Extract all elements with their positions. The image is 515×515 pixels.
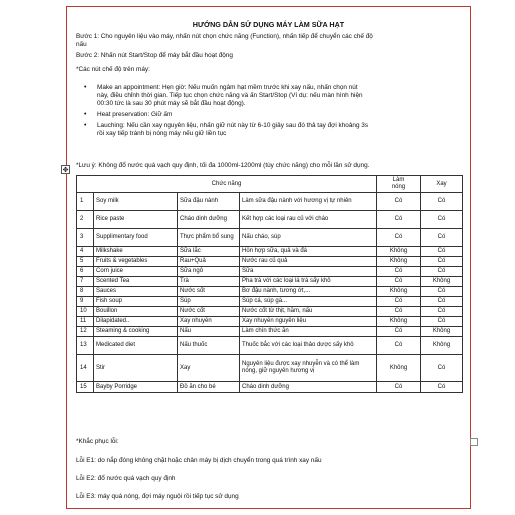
row-number: 3 [77,229,94,247]
row-number: 5 [77,257,94,267]
table-header-row [77,176,463,193]
row-heating: Có [377,277,421,287]
mode-text: này, điều chỉnh thời gian. Tiếp tục chọn chức năng và ấn Start/Stop (Ví dụ: nếu màn hình hiện [97,92,363,99]
row-description: Sữa [240,267,377,277]
row-function-vn: Thực phẩm bổ sung [178,229,240,247]
row-description: Súp cá, súp gà... [240,297,377,307]
row-heating: Có [377,297,421,307]
table-row [77,337,463,355]
table-row [77,297,463,307]
row-description: Cháo dinh dưỡng [240,382,377,393]
row-description: Nước cốt từ thịt, hầm, nấu [240,307,377,317]
row-function-en: Scented Tea [94,277,178,287]
row-function-en: Dilapidated.. [94,317,178,327]
row-heating: Có [377,382,421,393]
row-number: 14 [77,355,94,382]
row-description: Kết hợp các loại rau củ với cháo [240,211,377,229]
row-number: 4 [77,247,94,257]
row-blending: Có [421,355,463,382]
row-function-vn: Nấu thuốc [178,337,240,355]
row-heating: Không [377,247,421,257]
row-blending: Không [421,327,463,337]
row-function-en: Bouillon [94,307,178,317]
table-row [77,287,463,297]
row-number: 11 [77,317,94,327]
document-title: HƯỚNG DẪN SỬ DỤNG MÁY LÀM SỮA HẠT [192,20,345,29]
move-arrows-icon[interactable]: ✥ [62,167,69,174]
header-function: Chức năng [77,176,377,193]
row-heating: Không [377,257,421,267]
table-row [77,211,463,229]
header-hot [377,176,421,193]
row-function-en: Sauces [94,287,178,297]
row-function-vn: Nước sốt [178,287,240,297]
row-function-vn: Súp [178,297,240,307]
row-blending: Có [421,382,463,393]
row-blending: Có [421,267,463,277]
row-function-vn: Trà [178,277,240,287]
mode-text: • Lauching: Nếu cần xay nguyên liệu, nhấn giữ nút này từ 6-10 giây sau đó thả tay đợi khoảng 3s [97,122,369,129]
row-number: 6 [77,267,94,277]
row-function-vn: Sữa ngô [178,267,240,277]
table-body [77,193,463,393]
row-blending: Có [421,317,463,327]
row-number: 10 [77,307,94,317]
note-line: *Lưu ý: Không đổ nước quá vạch quy định, tối đa 1000ml-1200ml (tùy chức năng) cho mỗi lần sử dụng. [76,162,370,169]
row-function-vn: Nấu [178,327,240,337]
row-function-en: Stir [94,355,178,382]
row-blending: Có [421,247,463,257]
mode-text: • Make an appointment: Hẹn giờ: Nếu muốn ngâm hạt mềm trước khi xay nấu, nhấn chọn nút [97,84,358,91]
row-number: 7 [77,277,94,287]
row-heating: Không [377,317,421,327]
row-function-en: Soy milk [94,193,178,211]
modes-heading: *Các nút chế độ trên máy: [76,66,150,73]
row-description: Làm sữa đậu nành với hương vị tự nhiên [240,193,377,211]
row-description: Bơ đậu nành, tương ớt,... [240,287,377,297]
row-heating: Có [377,307,421,317]
table-row [77,267,463,277]
row-number: 2 [77,211,94,229]
mode-text: • Heat preservation: Giữ ấm [97,111,173,118]
table-row [77,229,463,247]
row-description: Xay nhuyễn nguyên liệu [240,317,377,327]
row-description: Hỗn hợp sữa, quả và đá [240,247,377,257]
error-e1: Lỗi E1: do nắp đóng không chặt hoặc chân máy bị dịch chuyển trong quá trình xay nấu [76,457,322,464]
table-row [77,247,463,257]
row-blending: Có [421,307,463,317]
row-function-vn: Cháo dinh dưỡng [178,211,240,229]
header-blend: Xay [421,176,463,193]
row-description: Nấu cháo, súp [240,229,377,247]
row-function-vn: Nước cốt [178,307,240,317]
row-function-vn: Rau+Quả [178,257,240,267]
table-row [77,382,463,393]
table-row [77,193,463,211]
row-function-vn: Đồ ăn cho bé [178,382,240,393]
row-function-vn: Sữa lắc [178,247,240,257]
mode-text: rồi xay tiếp tránh bị nóng máy nếu giữ liền tục [97,130,227,137]
row-heating: Có [377,229,421,247]
step-2: Bước 2: Nhấn nút Start/Stop để máy bắt đầu hoạt động [76,52,233,59]
row-blending: Có [421,211,463,229]
row-heating: Có [377,337,421,355]
row-blending: Không [421,277,463,287]
mode-text: 00:30 tức là sau 30 phút máy sẽ bắt đầu hoạt động). [97,100,246,107]
header-hot-line-1: Làm [392,177,405,183]
table-row [77,307,463,317]
row-number: 12 [77,327,94,337]
document-page [62,6,471,509]
table-row [77,317,463,327]
row-description: Nước rau củ quả [240,257,377,267]
row-number: 13 [77,337,94,355]
fix-heading: *Khắc phục lỗi: [76,438,119,445]
row-number: 15 [77,382,94,393]
row-function-en: Corn juice [94,267,178,277]
row-blending: Có [421,257,463,267]
row-function-vn: Xay [178,355,240,382]
mode-item-launching [79,122,449,138]
mode-item-appointment [79,84,449,108]
row-function-en: Milkshake [94,247,178,257]
row-number: 1 [77,193,94,211]
row-blending: Có [421,297,463,307]
error-e2: Lỗi E2: đổ nước quá vạch quy định [76,475,176,482]
table-row [77,327,463,337]
row-number: 8 [77,287,94,297]
row-number: 9 [77,297,94,307]
row-heating: Có [377,327,421,337]
row-blending: Có [421,193,463,211]
function-table [76,175,463,393]
table-row [77,355,463,382]
modes-list [79,84,449,141]
row-heating: Có [377,211,421,229]
step-1-line-1: Bước 1: Cho nguyên liệu vào máy, nhấn nút chọn chức năng (Function), nhấn tiếp để chuyển các chế độ [76,33,373,40]
mode-item-heat-preservation [79,111,449,119]
row-function-en: Fruits & vegetables [94,257,178,267]
row-function-vn: Sữa đậu nành [178,193,240,211]
row-heating: Có [377,267,421,277]
row-function-en: Supplimentary food [94,229,178,247]
table-row [77,277,463,287]
row-function-en: Steaming & cooking [94,327,178,337]
error-e3: Lỗi E3: máy quá nóng, đợi máy nguội rồi tiếp tục sử dụng [76,493,239,500]
row-heating: Không [377,287,421,297]
row-function-en: Fish soup [94,297,178,307]
row-function-vn: Xay nhuyễn [178,317,240,327]
row-blending: Có [421,229,463,247]
row-function-en: Rice paste [94,211,178,229]
header-hot-line-2: nóng [391,184,406,190]
row-heating: Không [377,355,421,382]
resize-square-icon[interactable] [470,438,478,446]
row-heating: Có [377,193,421,211]
row-function-en: Medicated diet [94,337,178,355]
step-1-line-2: nấu [76,41,87,48]
row-blending: Có [421,287,463,297]
table-row [77,257,463,267]
row-description: Thuốc bắc với các loại thảo dược sấy khô [240,337,377,355]
row-function-en: Bayby Porridge [94,382,178,393]
row-blending: Không [421,337,463,355]
row-description: Nguyên liệu được xay nhuyễn và có thể làm nóng, giữ nguyên hương vị [240,355,377,382]
row-description: Làm chín thức ăn [240,327,377,337]
row-description: Pha trà với các loại lá trà sấy khô [240,277,377,287]
